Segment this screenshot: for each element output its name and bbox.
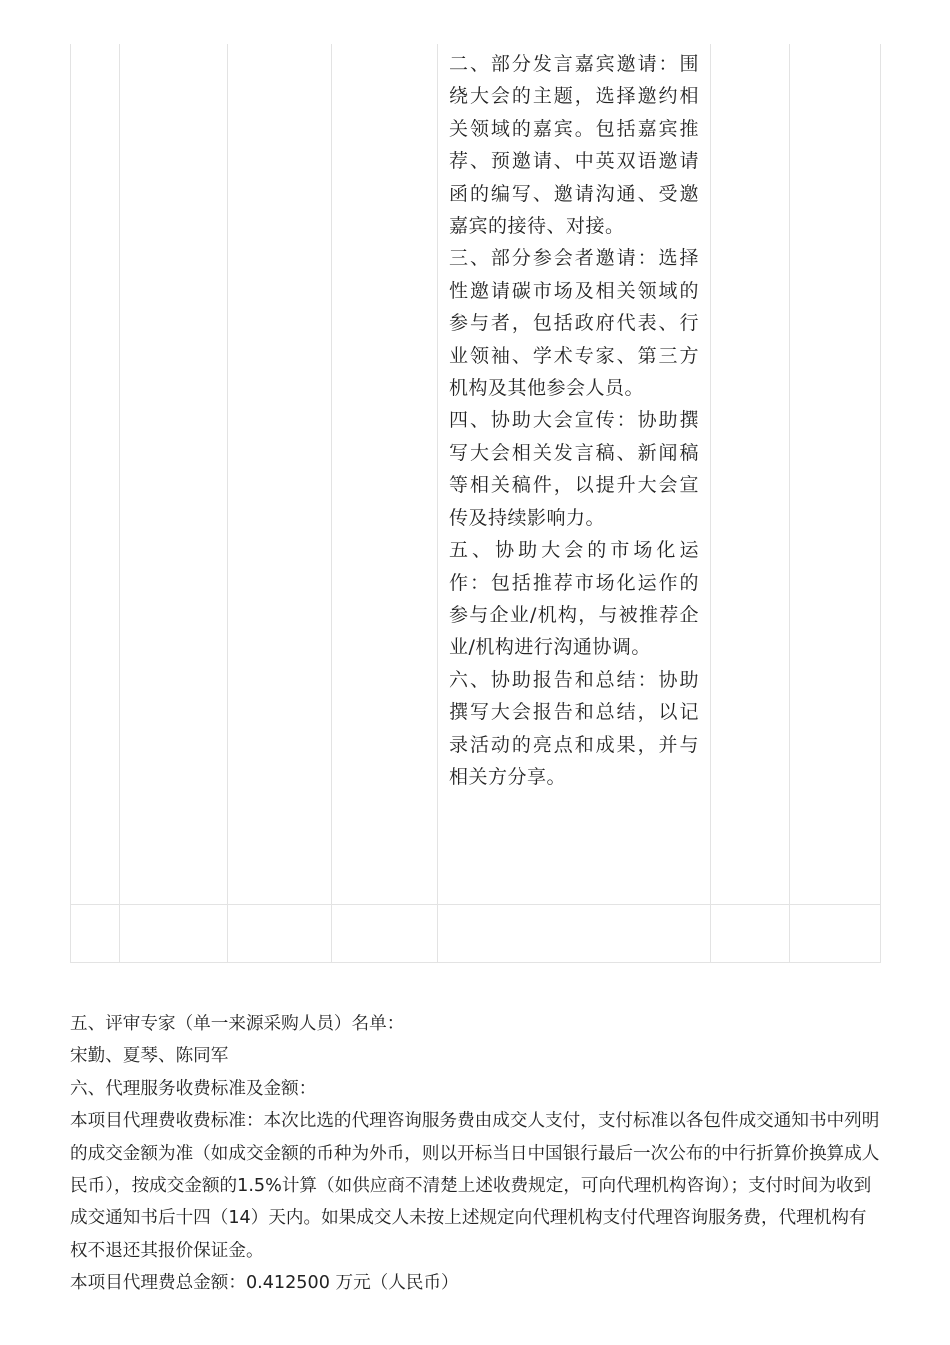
section-heading-experts: 五、评审专家（单一来源采购人员）名单： <box>70 1014 405 1034</box>
section-heading-agency-fee: 六、代理服务收费标准及金额： <box>70 1078 317 1099</box>
table-cell-empty <box>71 905 120 963</box>
agency-fee-total: 本项目代理费总金额：0.412500 万元（人民币） <box>70 1273 459 1294</box>
agency-fee-standard: 本项目代理费收费标准：本次比选的代理咨询服务费由成交人支付，支付标准以各包件成交通知书中列明的成交金额为准（如成交金额的币种为外币，则以开标当日中国银行最后一次公布的中行折算价换算成人民币），按成交金额的1.5%计算（如供应商不清楚上述收费规定，可向代理机构咨询）；支付时间为收到成交通知书后十四（14）天内。如果成交人未按上述规定向代理机构支付代理咨询服务费，代理机构有权不退还其报价保证金。 <box>70 1111 880 1261</box>
procurement-table-continuation <box>70 44 880 962</box>
service-item-report-summary: 六、协助报告和总结：协助撰写大会报告和总结，以记录活动的亮点和成果，并与相关方分享。 <box>449 668 699 788</box>
table-cell-empty <box>790 905 881 963</box>
table-cell-empty <box>120 44 228 905</box>
table-cell-empty <box>332 905 438 963</box>
table-cell-empty <box>711 905 790 963</box>
table-cell-empty <box>438 905 711 963</box>
table-cell-empty <box>71 44 120 905</box>
table-cell-empty <box>790 44 881 905</box>
procurement-table <box>70 44 881 963</box>
table-cell-empty <box>228 905 332 963</box>
table-cell-empty <box>711 44 790 905</box>
service-content-cell <box>438 44 711 905</box>
table-row <box>71 905 881 963</box>
table-cell-empty <box>120 905 228 963</box>
service-item-publicity: 四、协助大会宣传：协助撰写大会相关发言稿、新闻稿等相关稿件，以提升大会宣传及持续影响力。 <box>449 409 699 529</box>
table-cell-empty <box>228 44 332 905</box>
announcement-body <box>70 1008 882 1300</box>
table-row <box>71 44 881 905</box>
service-item-participant-invitation: 三、部分参会者邀请：选择性邀请碳市场及相关领域的参与者，包括政府代表、行业领袖、学术专家、第三方机构及其他参会人员。 <box>449 247 699 400</box>
table-cell-empty <box>332 44 438 905</box>
service-item-market-operation: 五、协助大会的市场化运作：包括推荐市场化运作的参与企业/机构，与被推荐企业/机构进行沟通协调。 <box>449 539 699 659</box>
expert-names: 宋勤、夏琴、陈同军 <box>70 1046 229 1067</box>
service-item-speaker-invitation: 二、部分发言嘉宾邀请：围绕大会的主题，选择邀约相关领域的嘉宾。包括嘉宾推荐、预邀请、中英双语邀请函的编写、邀请沟通、受邀嘉宾的接待、对接。 <box>449 53 699 238</box>
